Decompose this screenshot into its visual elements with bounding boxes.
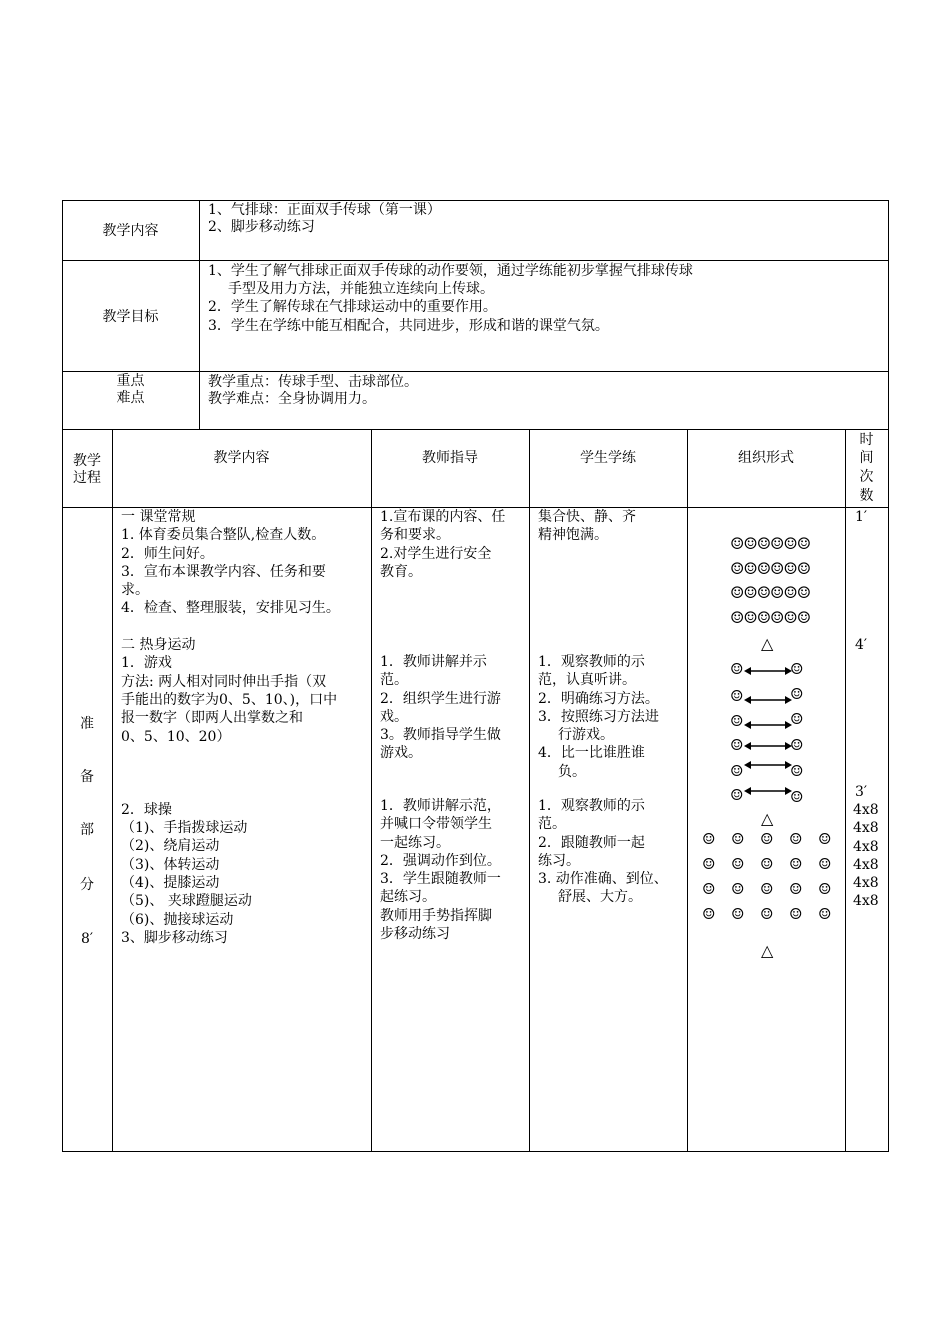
reps-list <box>853 801 879 911</box>
smiley-icon: ☺ <box>818 855 832 873</box>
time-2: 4′ <box>855 637 868 653</box>
smiley-row-2: ☺☺☺☺☺☺ <box>730 559 811 578</box>
smiley-icon: ☺ <box>702 855 716 873</box>
double-arrow-icon <box>744 760 792 770</box>
section-char-1: 准 <box>80 716 94 732</box>
teacher-block-2 <box>380 653 501 763</box>
student-block-2 <box>538 653 659 781</box>
smiley-row-3: ☺☺☺☺☺☺ <box>730 583 811 602</box>
student-block-1 <box>538 508 636 545</box>
section-char-2: 备 <box>80 769 94 785</box>
teacher-line: 教师用手势指挥脚 <box>380 907 492 924</box>
content-label: 教学内容 <box>102 223 159 239</box>
content-line-1: 1、气排球：正面双手传球（第一课） <box>208 202 441 218</box>
teacher-line: 1．教师讲解示范， <box>380 798 501 814</box>
smiley-row-1: ☺☺☺☺☺☺ <box>730 534 811 553</box>
teacher-line: 2．组织学生进行游 <box>380 690 501 707</box>
section-duration: 8′ <box>80 931 94 947</box>
content-line: （5)、 夹球蹬腿运动 <box>121 893 252 910</box>
teacher-line: 戏。 <box>380 708 408 725</box>
content-line: （6)、抛接球运动 <box>121 911 234 928</box>
pair-row <box>730 710 810 730</box>
smiley-icon: ☺ <box>731 855 745 873</box>
student-line: 范，认真听讲。 <box>538 672 636 689</box>
student-line: 集合快、静、齐 <box>538 509 636 525</box>
time-1: 1′ <box>855 509 868 525</box>
student-line: 舒展、大方。 <box>558 889 642 906</box>
content-line: 求。 <box>121 582 149 599</box>
reps-value: 4x8 <box>853 802 879 818</box>
double-arrow-icon <box>744 666 792 676</box>
student-line: 精神饱满。 <box>538 527 608 544</box>
double-arrow-icon <box>744 695 792 705</box>
content-line: 一 课堂常规 <box>121 509 196 525</box>
student-line: 行游戏。 <box>558 727 614 744</box>
teacher-line: 一起练习。 <box>380 834 450 851</box>
goal-line-4: 3．学生在学练中能互相配合，共同进步，形成和谐的课堂气氛。 <box>208 318 609 334</box>
content-line <box>121 618 340 636</box>
smiley-icon: ☺ <box>760 905 774 923</box>
smiley-icon: ☺ <box>730 687 744 705</box>
content-line <box>121 764 340 782</box>
student-line: 负。 <box>558 763 586 780</box>
goal-line-1: 1、学生了解气排球正面双手传球的动作要领，通过学练能初步掌握气排球传球 <box>208 263 693 279</box>
teacher-line: 2．强调动作到位。 <box>380 852 501 869</box>
col-divider-3 <box>529 429 530 1152</box>
smiley-icon: ☺ <box>790 788 804 806</box>
smiley-icon: ☺ <box>760 830 774 848</box>
content-line: 二 热身运动 <box>121 637 196 654</box>
info-col-divider <box>199 200 200 429</box>
double-arrow-icon <box>744 786 792 796</box>
content-line: 2．球操 <box>121 801 172 818</box>
header-time-2: 间 <box>859 450 874 466</box>
reps-value: 4x8 <box>853 838 879 855</box>
pair-row <box>730 660 810 680</box>
smiley-icon: ☺ <box>818 905 832 923</box>
section-char-3: 部 <box>80 822 94 838</box>
teacher-line: 2.对学生进行安全 <box>380 545 492 562</box>
student-line: 2．跟随教师一起 <box>538 834 645 851</box>
teacher-line: 游戏。 <box>380 745 422 762</box>
col-divider-2 <box>371 429 372 1152</box>
teacher-block-1 <box>380 508 505 581</box>
smiley-icon: ☺ <box>789 855 803 873</box>
pair-row <box>730 786 810 806</box>
double-arrow-icon <box>744 741 792 751</box>
student-line: 4．比一比谁胜谁 <box>538 745 645 762</box>
col-divider-1 <box>112 429 113 1152</box>
reps-value: 4x8 <box>853 893 879 910</box>
smiley-icon: ☺ <box>702 880 716 898</box>
smiley-icon: ☺ <box>790 762 804 780</box>
pair-row <box>730 685 810 705</box>
smiley-row-4: ☺☺☺☺☺☺ <box>730 608 811 627</box>
header-time-3: 次 <box>859 469 874 485</box>
formation-row <box>702 830 847 848</box>
table-border-top <box>62 200 889 201</box>
key-point: 教学重点：传球手型、击球部位。 <box>208 374 418 390</box>
smiley-icon: ☺ <box>730 762 744 780</box>
smiley-icon: ☺ <box>790 736 804 754</box>
teacher-line: 1.宣布课的内容、任 <box>380 509 506 525</box>
table-border-left <box>62 200 63 1152</box>
smiley-icon: ☺ <box>818 830 832 848</box>
student-line: 范。 <box>538 816 566 833</box>
smiley-icon: ☺ <box>702 905 716 923</box>
table-border-bottom <box>62 1151 889 1152</box>
difficulty-label: 难点 <box>116 390 145 406</box>
student-line: 2．明确练习方法。 <box>538 690 659 707</box>
reps-value: 4x8 <box>853 875 879 892</box>
reps-value: 4x8 <box>853 820 879 837</box>
header-student: 学生学练 <box>580 450 636 466</box>
reps-value: 4x8 <box>853 856 879 873</box>
smiley-icon: ☺ <box>730 736 744 754</box>
smiley-icon: ☺ <box>730 712 744 730</box>
goal-line-2: 手型及用力方法，并能独立连续向上传球。 <box>228 281 494 297</box>
pair-row <box>730 760 810 780</box>
smiley-icon: ☺ <box>790 710 804 728</box>
content-line: 手能出的数字为0、5、10、)，口中 <box>121 691 338 708</box>
smiley-icon: ☺ <box>730 660 744 678</box>
smiley-icon: ☺ <box>731 880 745 898</box>
time-3: 3′ <box>855 784 868 800</box>
col-divider-5 <box>845 429 846 1152</box>
smiley-icon: ☺ <box>789 830 803 848</box>
teacher-triangle-icon: △ <box>761 809 774 828</box>
smiley-icon: ☺ <box>790 685 804 703</box>
teacher-triangle-icon: △ <box>761 634 774 653</box>
teacher-line: 务和要求。 <box>380 527 450 544</box>
teacher-line: 3．学生跟随教师一 <box>380 871 501 888</box>
formation-row <box>702 880 847 898</box>
smiley-icon: ☺ <box>789 905 803 923</box>
student-line: 1．观察教师的示 <box>538 654 645 670</box>
smiley-icon: ☺ <box>730 786 744 804</box>
teacher-line: 起练习。 <box>380 889 436 906</box>
key-label: 重点 <box>116 373 145 389</box>
section-char-4: 分 <box>80 877 94 893</box>
content-line: 3、脚步移动练习 <box>121 929 228 946</box>
smiley-icon: ☺ <box>818 880 832 898</box>
pair-row <box>730 736 810 756</box>
header-process-2: 过程 <box>73 470 101 486</box>
content-line: （2)、绕肩运动 <box>121 838 220 855</box>
content-line: 方法: 两人相对同时伸出手指（双 <box>121 673 327 690</box>
goal-label: 教学目标 <box>102 309 159 325</box>
content-line: 3．宣布本课教学内容、任务和要 <box>121 563 326 580</box>
content-line: 1. 体育委员集合整队,检查人数。 <box>121 527 326 544</box>
content-line <box>121 746 340 764</box>
content-line: （3)、体转运动 <box>121 856 220 873</box>
smiley-icon: ☺ <box>731 905 745 923</box>
content-line: （1)、手指拨球运动 <box>121 820 248 837</box>
content-line: 1．游戏 <box>121 655 172 672</box>
header-teacher: 教师指导 <box>422 450 478 466</box>
formation-row <box>702 855 847 873</box>
student-line: 3．按照练习方法进 <box>538 708 659 725</box>
teacher-line: 范。 <box>380 672 408 689</box>
table-line-1 <box>62 260 889 261</box>
content-column <box>121 508 340 947</box>
col-divider-4 <box>687 429 688 1152</box>
difficulty-point: 教学难点：全身协调用力。 <box>208 391 376 407</box>
teacher-line: 1．教师讲解并示 <box>380 654 487 670</box>
table-line-3 <box>62 429 889 430</box>
student-line: 练习。 <box>538 852 580 869</box>
header-org: 组织形式 <box>738 450 794 466</box>
goal-line-3: 2．学生了解传球在气排球运动中的重要作用。 <box>208 299 497 315</box>
smiley-icon: ☺ <box>760 855 774 873</box>
content-line-2: 2、脚步移动练习 <box>208 219 315 235</box>
double-arrow-icon <box>744 720 792 730</box>
smiley-icon: ☺ <box>790 660 804 678</box>
teacher-line: 教育。 <box>380 563 422 580</box>
student-line: 1．观察教师的示 <box>538 798 645 814</box>
header-time-4: 数 <box>859 488 874 504</box>
student-line: 3. 动作准确、到位、 <box>538 871 668 888</box>
table-border-right <box>888 200 889 1152</box>
smiley-icon: ☺ <box>731 830 745 848</box>
smiley-icon: ☺ <box>760 880 774 898</box>
teacher-triangle-icon: △ <box>761 941 774 960</box>
content-line: 报一数字（即两人出掌数之和 <box>121 710 303 727</box>
content-line: 2．师生问好。 <box>121 545 214 562</box>
header-content: 教学内容 <box>213 450 270 466</box>
content-line: （4)、提膝运动 <box>121 874 220 891</box>
header-process-1: 教学 <box>73 453 101 469</box>
content-line: 0、5、10、20） <box>121 728 231 745</box>
smiley-icon: ☺ <box>789 880 803 898</box>
teacher-line: 并喊口令带领学生 <box>380 816 492 833</box>
content-line: 4．检查、整理服装，安排见习生。 <box>121 600 340 617</box>
smiley-icon: ☺ <box>702 830 716 848</box>
teacher-line: 步移动练习 <box>380 926 450 943</box>
teacher-block-3 <box>380 797 501 943</box>
header-time-1: 时 <box>859 432 874 448</box>
teacher-line: 3。教师指导学生做 <box>380 727 501 744</box>
student-block-3 <box>538 797 668 907</box>
formation-row <box>702 905 847 923</box>
content-line <box>121 782 340 800</box>
